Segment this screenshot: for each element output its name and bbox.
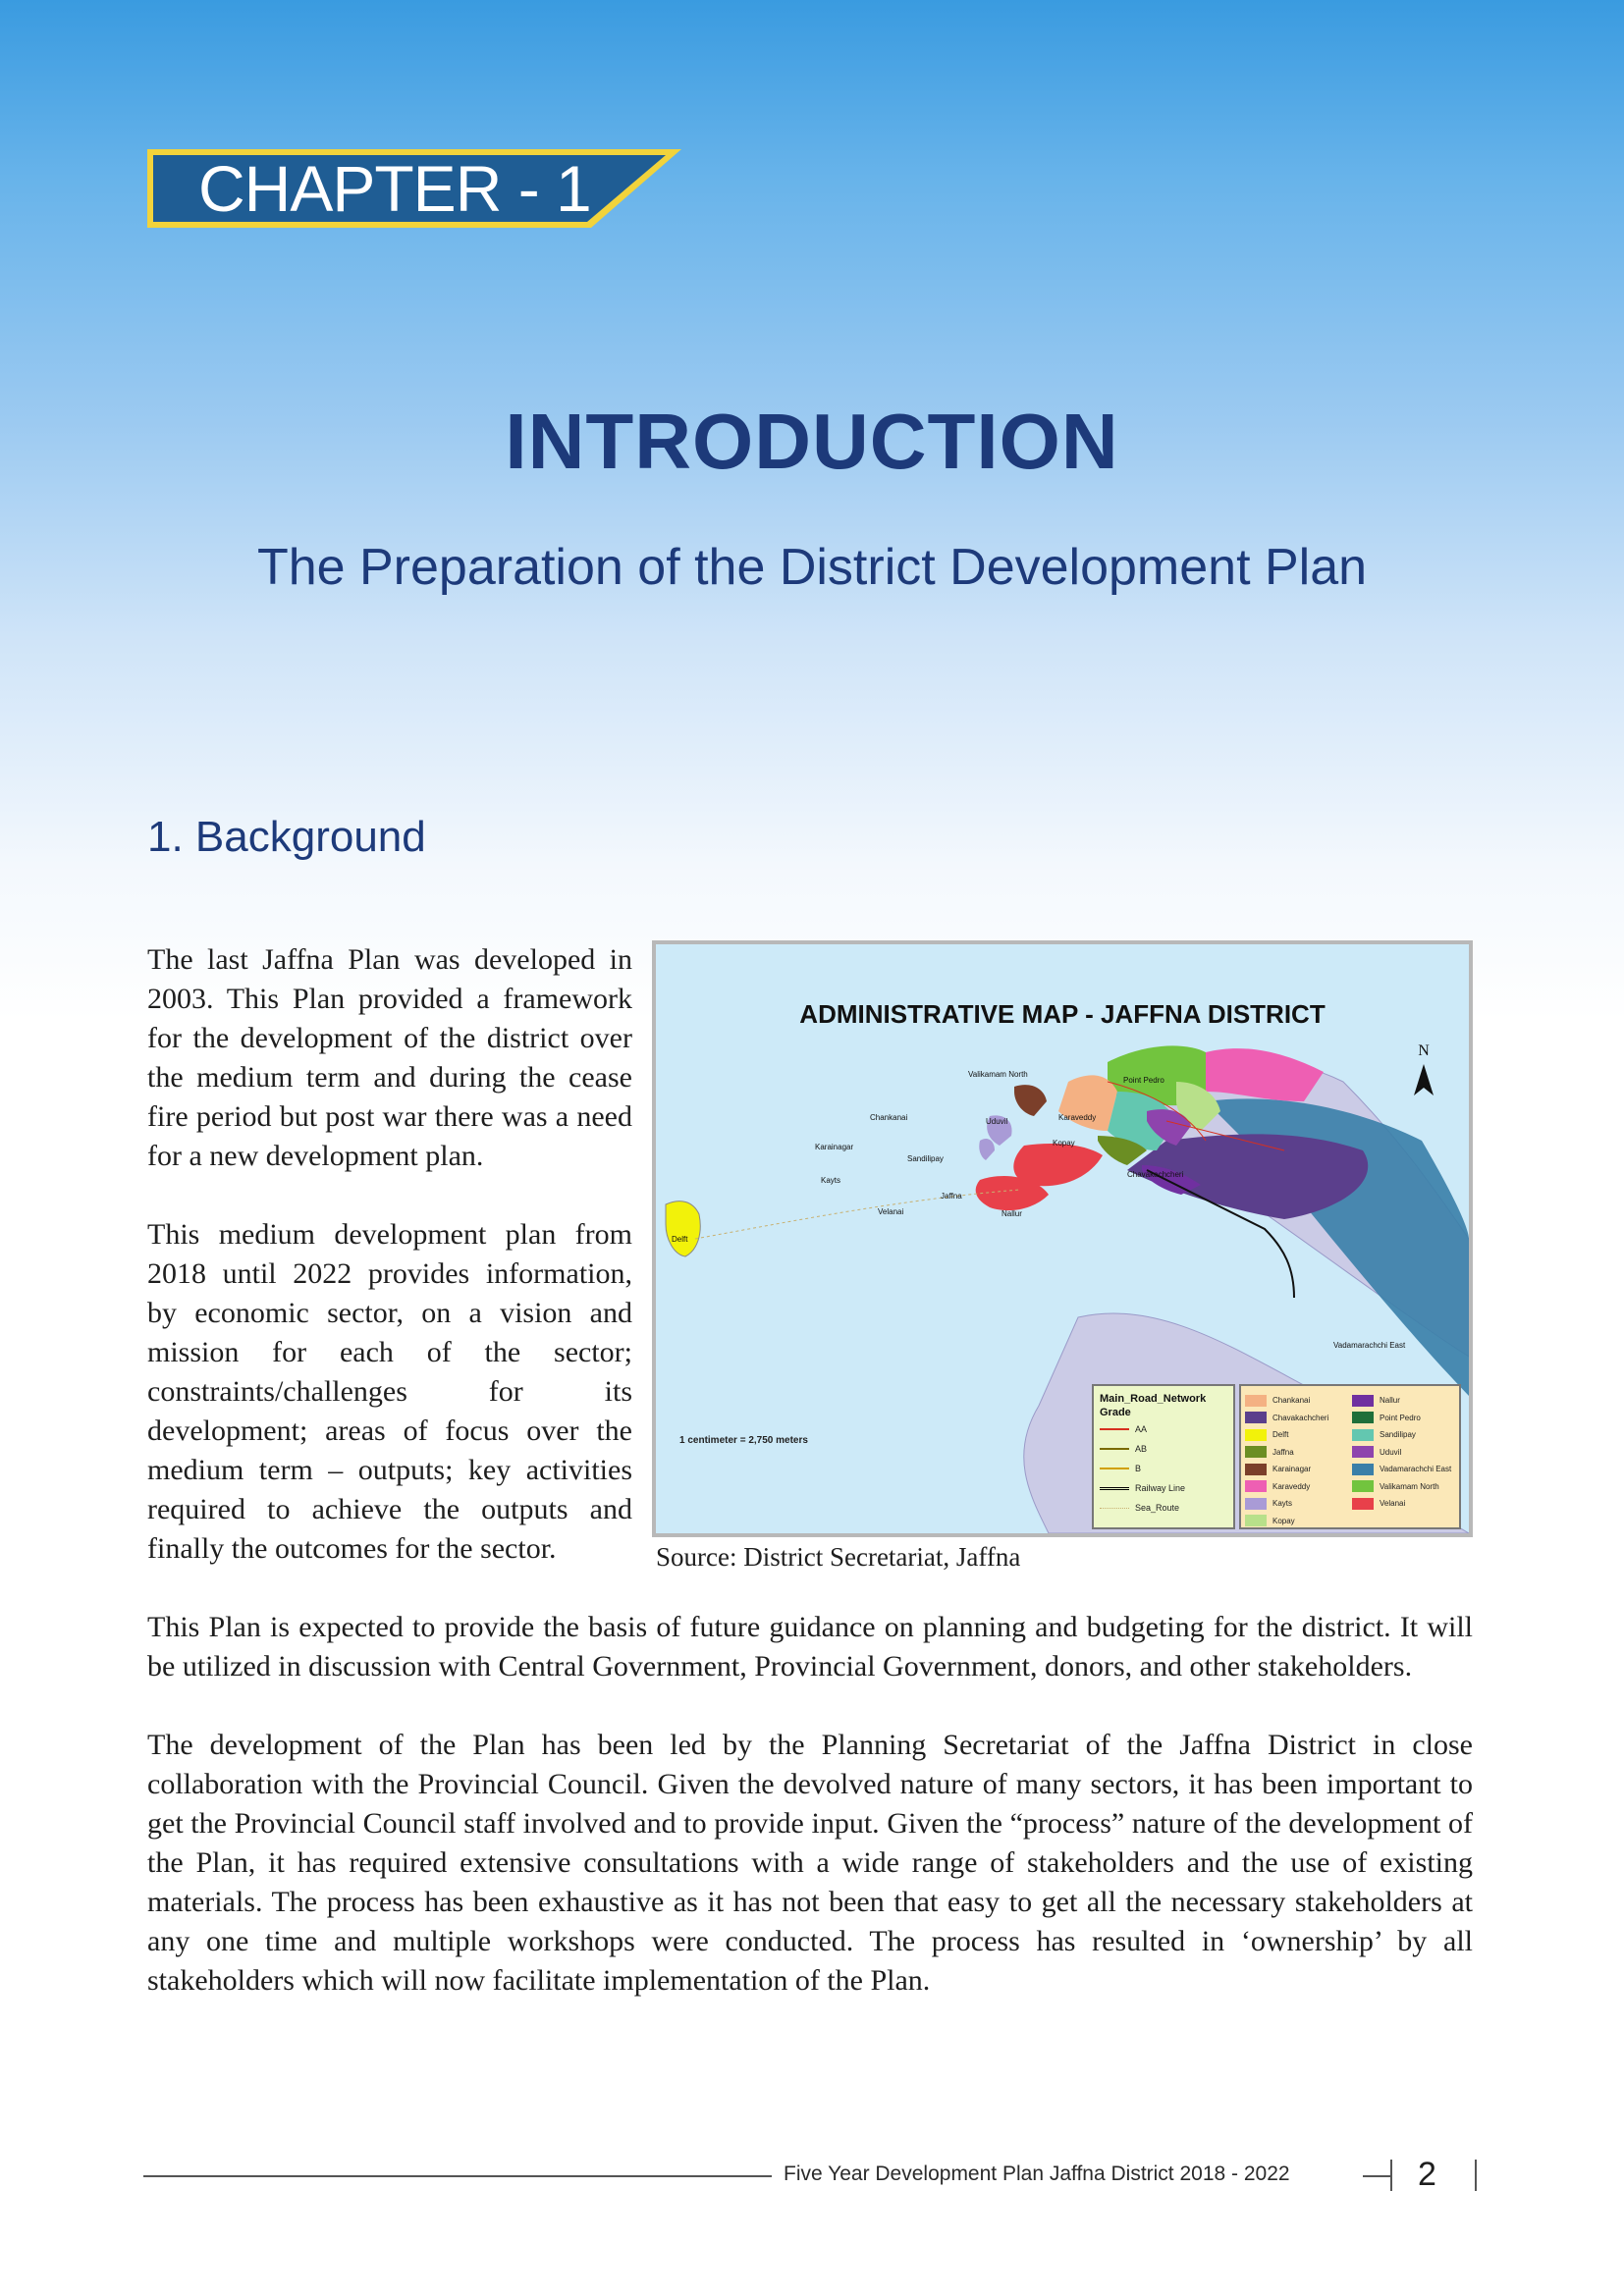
legend-item — [1352, 1426, 1455, 1444]
legend-swatch — [1245, 1498, 1267, 1510]
map-label: Delft — [672, 1235, 688, 1244]
legend-item — [1245, 1513, 1348, 1530]
legend-item — [1100, 1459, 1227, 1478]
map-label: Karainagar — [815, 1143, 854, 1151]
legend-swatch — [1352, 1395, 1374, 1407]
legend-label: Uduvil — [1380, 1447, 1402, 1457]
legend-swatch — [1245, 1464, 1267, 1475]
legend-label: B — [1135, 1464, 1142, 1473]
legend-label: Valikamam North — [1380, 1481, 1439, 1491]
north-label: N — [1418, 1042, 1430, 1059]
legend-swatch — [1100, 1448, 1129, 1450]
map-title: ADMINISTRATIVE MAP - JAFFNA DISTRICT — [799, 999, 1326, 1029]
legend-swatch — [1245, 1515, 1267, 1526]
road-legend — [1092, 1384, 1235, 1529]
legend-label: Jaffna — [1272, 1447, 1294, 1457]
legend-item — [1245, 1410, 1348, 1427]
division-legend — [1239, 1384, 1461, 1529]
legend-item — [1352, 1444, 1455, 1462]
map-label: Velanai — [878, 1207, 904, 1216]
legend-label: AA — [1135, 1424, 1148, 1434]
legend-label: Karainagar — [1272, 1465, 1312, 1474]
north-arrow-shape — [1404, 1042, 1443, 1101]
map-scale: 1 centimeter = 2,750 meters — [679, 1435, 808, 1446]
legend-item — [1352, 1461, 1455, 1478]
full-width-text — [147, 1608, 1473, 2001]
legend-item — [1352, 1392, 1455, 1410]
map-label: Karaveddy — [1058, 1113, 1097, 1122]
road-legend-subtitle: Grade — [1100, 1407, 1131, 1418]
paragraph: The last Jaffna Plan was developed in 2003. This Plan provided a framework for the development of the district over the medium term and during the cease fire period but post war there was a need for a new development plan. — [147, 943, 632, 1172]
map-label: Kopay — [1053, 1139, 1075, 1148]
legend-item — [1245, 1426, 1348, 1444]
legend-item — [1352, 1478, 1455, 1496]
legend-label: Sandilipay — [1380, 1430, 1416, 1440]
legend-swatch — [1100, 1428, 1129, 1430]
legend-swatch — [1352, 1480, 1374, 1492]
map-label: Nallur — [1001, 1209, 1022, 1218]
legend-label: Chankanai — [1272, 1396, 1311, 1406]
chapter-badge — [145, 147, 683, 230]
map-figure — [652, 940, 1473, 1537]
legend-swatch — [1245, 1446, 1267, 1458]
legend-swatch — [1245, 1395, 1267, 1407]
paragraph: This Plan is expected to provide the basis of future guidance on planning and budgeting for the district. It will be utilized in discussion with Central Government, Provincial Government, donors, and other stakeholders. — [147, 1611, 1473, 1682]
north-arrow-icon — [1404, 1042, 1443, 1101]
figure-caption: Source: District Secretariat, Jaffna — [656, 1542, 1021, 1572]
legend-label: Point Pedro — [1380, 1413, 1421, 1422]
road-legend-title: Main_Road_Network — [1100, 1393, 1207, 1405]
paragraph: The development of the Plan has been led by the Planning Secretariat of the Jaffna District in close collaboration with the Provincial Council. Given the devolved nature of many sectors, it has been important to get the Provincial Council staff involved and to provide input. Given the “process” nature of the development of the Plan, it has required extensive consultations with a wide range of stakeholders and the use of existing materials. The process has been exhaustive as it has not been that easy to get all the necessary stakeholders at any one time and multiple workshops were conducted. The process has resulted in ‘ownership’ by all stakeholders which will now facilitate implementation of the Plan. — [147, 1729, 1473, 1997]
legend-item — [1245, 1444, 1348, 1462]
footer-divider — [1390, 2160, 1392, 2191]
page-title: INTRODUCTION — [505, 398, 1119, 485]
legend-swatch — [1100, 1508, 1129, 1509]
legend-item — [1245, 1478, 1348, 1496]
legend-label: Sea_Route — [1135, 1503, 1180, 1513]
legend-swatch — [1245, 1412, 1267, 1423]
legend-label: AB — [1135, 1444, 1148, 1454]
legend-label: Railway Line — [1135, 1483, 1186, 1493]
legend-item — [1245, 1461, 1348, 1478]
legend-item — [1245, 1495, 1348, 1513]
chapter-label: CHAPTER - 1 — [198, 152, 591, 225]
legend-swatch — [1100, 1468, 1129, 1469]
legend-item — [1245, 1392, 1348, 1410]
legend-item — [1100, 1478, 1227, 1498]
legend-item — [1100, 1498, 1227, 1518]
legend-label: Kayts — [1272, 1499, 1293, 1509]
map-label: Point Pedro — [1123, 1076, 1164, 1085]
legend-label: Vadamarachchi East — [1380, 1465, 1452, 1474]
legend-swatch — [1352, 1429, 1374, 1441]
map-label: Valikamam North — [968, 1070, 1028, 1079]
legend-swatch — [1352, 1498, 1374, 1510]
legend-swatch — [1352, 1446, 1374, 1458]
map-label: Vadamarachchi East — [1333, 1341, 1406, 1350]
legend-swatch — [1245, 1480, 1267, 1492]
legend-item — [1100, 1419, 1227, 1439]
footer-divider — [1475, 2160, 1477, 2191]
page-number: 2 — [1418, 2156, 1436, 2193]
map-label: Uduvil — [986, 1117, 1008, 1126]
legend-label: Delft — [1272, 1430, 1289, 1440]
legend-item — [1352, 1495, 1455, 1513]
footer-rule — [143, 2175, 772, 2177]
legend-label: Karaveddy — [1272, 1481, 1311, 1491]
legend-label: Chavakachcheri — [1272, 1413, 1329, 1422]
legend-item — [1100, 1439, 1227, 1459]
map-label: Jaffna — [941, 1192, 962, 1201]
legend-swatch — [1245, 1429, 1267, 1441]
legend-swatch — [1352, 1412, 1374, 1423]
page-subtitle: The Preparation of the District Development Plan — [256, 539, 1368, 596]
footer-rule — [1363, 2175, 1390, 2177]
side-column-text — [147, 940, 632, 1569]
section-heading: 1. Background — [147, 813, 426, 861]
legend-item — [1352, 1410, 1455, 1427]
paragraph: This medium development plan from 2018 until 2022 provides information, by economic sector, on a vision and mission for each of the sector; constraints/challenges for its development; areas of focus over the medium term – outputs; key activities required to achieve the outputs and finally the outcomes for the sector. — [147, 1218, 632, 1565]
legend-label: Nallur — [1380, 1396, 1400, 1406]
legend-swatch — [1352, 1464, 1374, 1475]
legend-swatch — [1100, 1487, 1129, 1490]
footer-text: Five Year Development Plan Jaffna District 2018 - 2022 — [784, 2163, 1290, 2185]
legend-label: Kopay — [1272, 1516, 1295, 1525]
map-label: Chavakachcheri — [1127, 1170, 1184, 1179]
map-label: Sandilipay — [907, 1154, 944, 1163]
map-label: Chankanai — [870, 1113, 908, 1122]
legend-label: Velanai — [1380, 1499, 1406, 1509]
map-label: Kayts — [821, 1176, 841, 1185]
